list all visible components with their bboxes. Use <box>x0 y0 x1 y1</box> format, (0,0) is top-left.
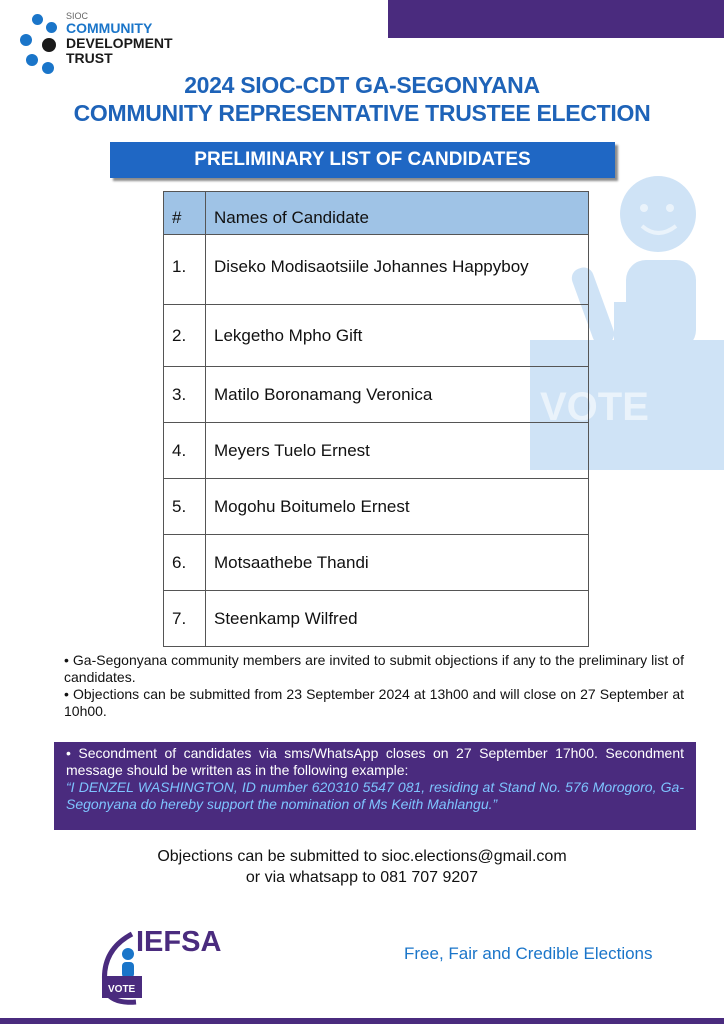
row-number: 6. <box>164 535 206 591</box>
secondment-text: • Secondment of candidates via sms/WhatsApp closes on 27 September 17h00. Secondment message should be written as in the following example: <box>66 745 684 778</box>
logo-line-trust: TRUST <box>66 50 113 66</box>
candidate-name: Mogohu Boitumelo Ernest <box>206 479 589 535</box>
iefsa-voter-body-icon <box>122 962 134 978</box>
row-number: 2. <box>164 305 206 367</box>
note-objections-dates: • Objections can be submitted from 23 September 2024 at 13h00 and will close on 27 September at 10h00. <box>64 686 684 719</box>
logo-small-text: SIOC <box>66 11 89 21</box>
page-title-line1: 2024 SIOC-CDT GA-SEGONYANA <box>184 72 540 98</box>
table-row <box>164 479 589 535</box>
candidate-name: Steenkamp Wilfred <box>206 591 589 647</box>
logo-line-development: DEVELOPMENT <box>66 35 173 51</box>
candidate-name: Meyers Tuelo Ernest <box>206 423 589 479</box>
ballot-paper-icon <box>614 302 668 346</box>
logo-line-community: COMMUNITY <box>66 20 153 36</box>
bottom-accent-bar <box>0 1018 724 1024</box>
row-number: 5. <box>164 479 206 535</box>
row-number: 1. <box>164 235 206 305</box>
candidate-name: Lekgetho Mpho Gift <box>206 305 589 367</box>
secondment-example: “I DENZEL WASHINGTON, ID number 620310 5547 081, residing at Stand No. 576 Morogoro, Ga-Segonyana do hereby support the nomination of Ms Keith Mahlangu.” <box>66 779 684 812</box>
candidates-table <box>163 191 589 647</box>
table-row <box>164 535 589 591</box>
page-title-line2: COMMUNITY REPRESENTATIVE TRUSTEE ELECTION <box>73 100 651 126</box>
header-name: Names of Candidate <box>206 192 589 235</box>
footer-tagline: Free, Fair and Credible Elections <box>404 944 653 963</box>
table-row <box>164 305 589 367</box>
contact-info <box>0 846 724 888</box>
contact-whatsapp-line: or via whatsapp to 081 707 9207 <box>245 869 479 886</box>
logo-dot-icon <box>20 34 32 46</box>
note-objections-invite: • Ga-Segonyana community members are invited to submit objections if any to the preliminary list of candidates. <box>64 652 684 685</box>
vote-label: VOTE <box>540 385 649 429</box>
table-row <box>164 367 589 423</box>
logo-dot-icon <box>46 22 57 33</box>
iefsa-vote-label: VOTE <box>108 984 136 995</box>
voter-head-icon <box>620 176 696 252</box>
candidate-name: Matilo Boronamang Veronica <box>206 367 589 423</box>
section-banner: PRELIMINARY LIST OF CANDIDATES <box>110 142 615 178</box>
candidate-name: Motsaathebe Thandi <box>206 535 589 591</box>
iefsa-voter-head-icon <box>122 948 134 960</box>
logo-dot-icon <box>26 54 38 66</box>
iefsa-logo <box>92 922 272 1008</box>
row-number: 4. <box>164 423 206 479</box>
row-number: 7. <box>164 591 206 647</box>
top-accent-bar <box>388 0 724 38</box>
secondment-box <box>54 742 696 830</box>
table-row <box>164 423 589 479</box>
logo-dot-icon <box>32 14 43 25</box>
header-number: # <box>164 192 206 235</box>
logo-dot-icon <box>42 38 56 52</box>
logo-wordmark <box>66 12 173 66</box>
table-row <box>164 235 589 305</box>
table-header-row <box>164 192 589 235</box>
row-number: 3. <box>164 367 206 423</box>
objection-notes <box>64 652 684 720</box>
candidate-name: Diseko Modisaotsiile Johannes Happyboy <box>206 235 589 305</box>
contact-email-line: Objections can be submitted to sioc.elections@gmail.com <box>157 848 567 865</box>
table-row <box>164 591 589 647</box>
iefsa-wordmark: IEFSA <box>136 926 222 958</box>
